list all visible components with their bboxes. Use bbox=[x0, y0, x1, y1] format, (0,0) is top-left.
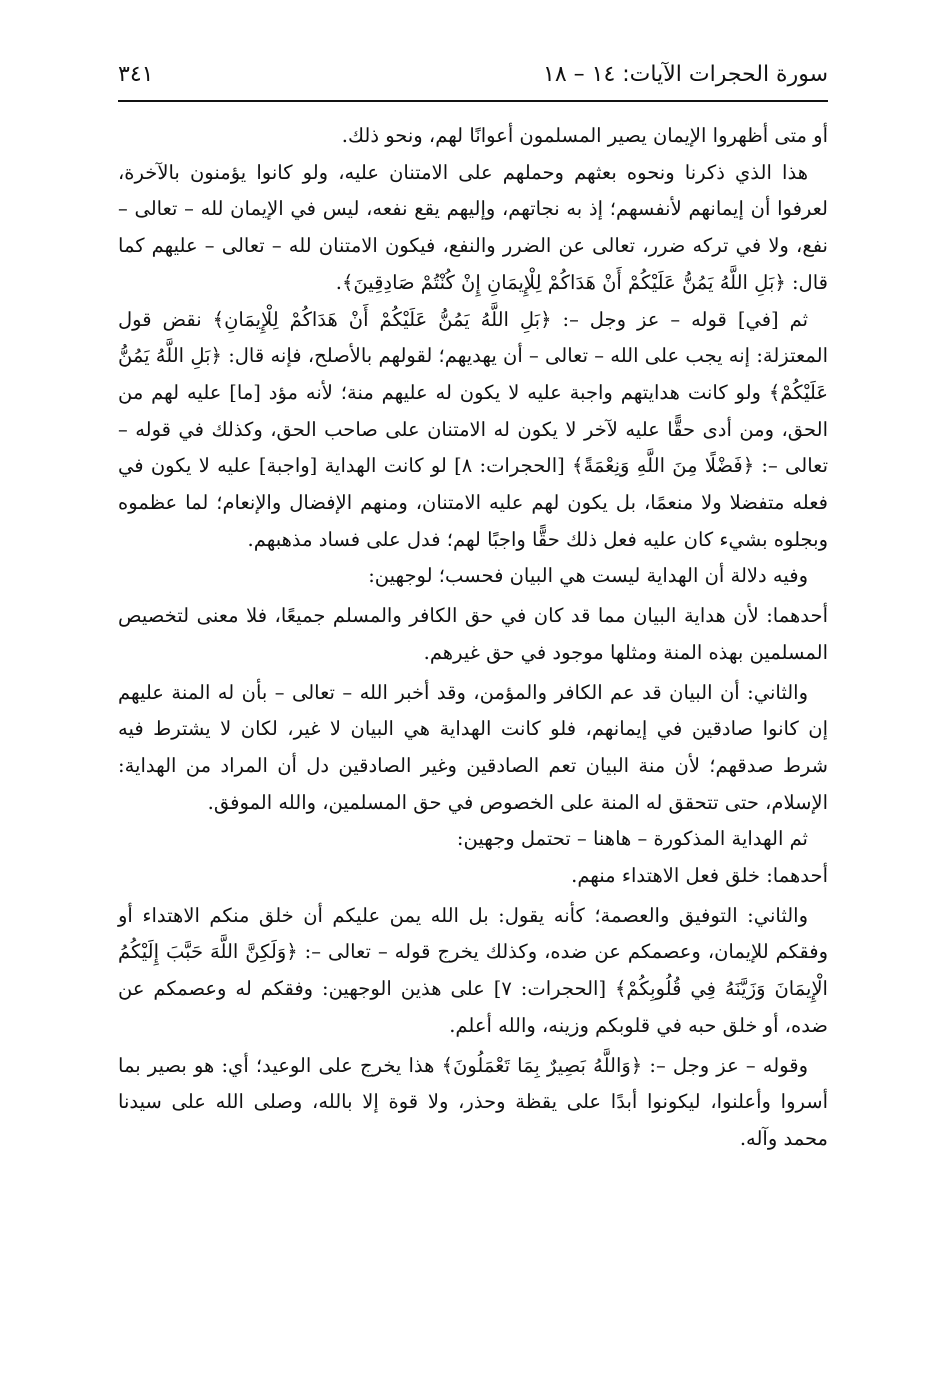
paragraph: هذا الذي ذكرنا ونحوه بعثهم وحملهم على الامتنان عليه، ولو كانوا يؤمنون بالآخرة، لعرفوا أن إيمانهم لأنفسهم؛ إذ به نجاتهم، وإليهم يقع نفعه، ليس في الإيمان لله – تعالى – نفع، ولا في تركه ضرر، تعالى عن الضرر والنفع، فيكون الامتنان لله – تعالى – عليهم كما قال: ﴿بَلِ اللَّهُ يَمُنُّ عَلَيْكُمْ أَنْ هَدَاكُمْ لِلْإِيمَانِ إِنْ كُنْتُمْ صَادِقِينَ﴾. bbox=[118, 160, 828, 294]
paragraph: وقوله – عز وجل –: ﴿وَاللَّهُ بَصِيرٌ بِمَا تَعْمَلُونَ﴾ هذا يخرج على الوعيد؛ أي: هو بصير بما أسروا وأعلنوا، ليكونوا أبدًا على يقظة وحذر، ولا قوة إلا بالله، وصلى الله على سيدنا محمد وآله. bbox=[118, 1053, 828, 1150]
paragraph: أحدهما: لأن هداية البيان مما قد كان في حق الكافر والمسلم جميعًا، فلا معنى لتخصيص المسلمين بهذه المنة ومثلها موجود في حق غيرهم. bbox=[118, 604, 828, 664]
paragraph: أحدهما: خلق فعل الاهتداء منهم. bbox=[571, 864, 828, 888]
paragraph: وفيه دلالة أن الهداية ليست هي البيان فحسب؛ لوجهين: bbox=[368, 564, 808, 588]
header-rule bbox=[118, 100, 828, 102]
body-text bbox=[118, 118, 828, 1158]
page-number: ٣٤١ bbox=[118, 61, 154, 87]
paragraph: والثاني: التوفيق والعصمة؛ كأنه يقول: بل الله يمن عليكم أن خلق منكم الاهتداء أو وفقكم للإيمان، وعصمكم عن ضده، وكذلك يخرج قوله – تعالى –: ﴿وَلَكِنَّ اللَّهَ حَبَّبَ إِلَيْكُمُ الْإِيمَانَ وَزَيَّنَهُ فِي قُلُوبِكُمْ﴾ [الحجرات: ٧] على هذين الوجهين: وفقكم له وعصمكم عن ضده، أو خلق حبه في قلوبكم وزينه، والله أعلم. bbox=[118, 903, 828, 1037]
running-title: سورة الحجرات الآيات: ١٤ – ١٨ bbox=[543, 61, 828, 87]
paragraph: ثم الهداية المذكورة – هاهنا – تحتمل وجهين: bbox=[456, 827, 808, 851]
paragraph: والثاني: أن البيان قد عم الكافر والمؤمن، وقد أخبر الله – تعالى – بأن له المنة عليهم إن كانوا صادقين في إيمانهم، فلو كانت الهداية هي البيان لا غير، لكان لا يشترط فيه شرط صدقهم؛ لأن منة البيان تعم الصادقين وغير الصادقين دل أن المراد من الهداية: الإسلام، حتى تتحقق له المنة على الخصوص في حق المسلمين، والله الموفق. bbox=[118, 680, 828, 814]
paragraph: ثم [في] قوله – عز وجل –: ﴿بَلِ اللَّهُ يَمُنُّ عَلَيْكُمْ أَنْ هَدَاكُمْ لِلْإِيمَانِ﴾ نقض قول المعتزلة: إنه يجب على الله – تعالى – أن يهديهم؛ لقولهم بالأصلح، فإنه قال: ﴿بَلِ اللَّهُ يَمُنُّ عَلَيْكُمْ﴾ ولو كانت هدايتهم واجبة عليه لا يكون له عليهم منة؛ لأنه مؤد [ما] عليه لهم من الحق، ومن أدى حقًّا عليه لآخر لا يكون له الامتنان على صاحب الحق، وكذلك في قوله – تعالى –: ﴿فَضْلًا مِنَ اللَّهِ وَنِعْمَةً﴾ [الحجرات: ٨] لو كانت الهداية [واجبة] عليه لا يكون في فعله متفضلا ولا منعمًا، بل يكون لهم عليه الامتنان، ومنهم الإفضال والإنعام؛ لما عظموه وبجلوه بشيء كان عليه فعل ذلك حقًّا واجبًا لهم؛ فدل على فساد مذهبهم. bbox=[118, 307, 828, 551]
page-header bbox=[118, 54, 828, 94]
paragraph: أو متى أظهروا الإيمان يصير المسلمون أعوانًا لهم، ونحو ذلك. bbox=[341, 124, 828, 147]
